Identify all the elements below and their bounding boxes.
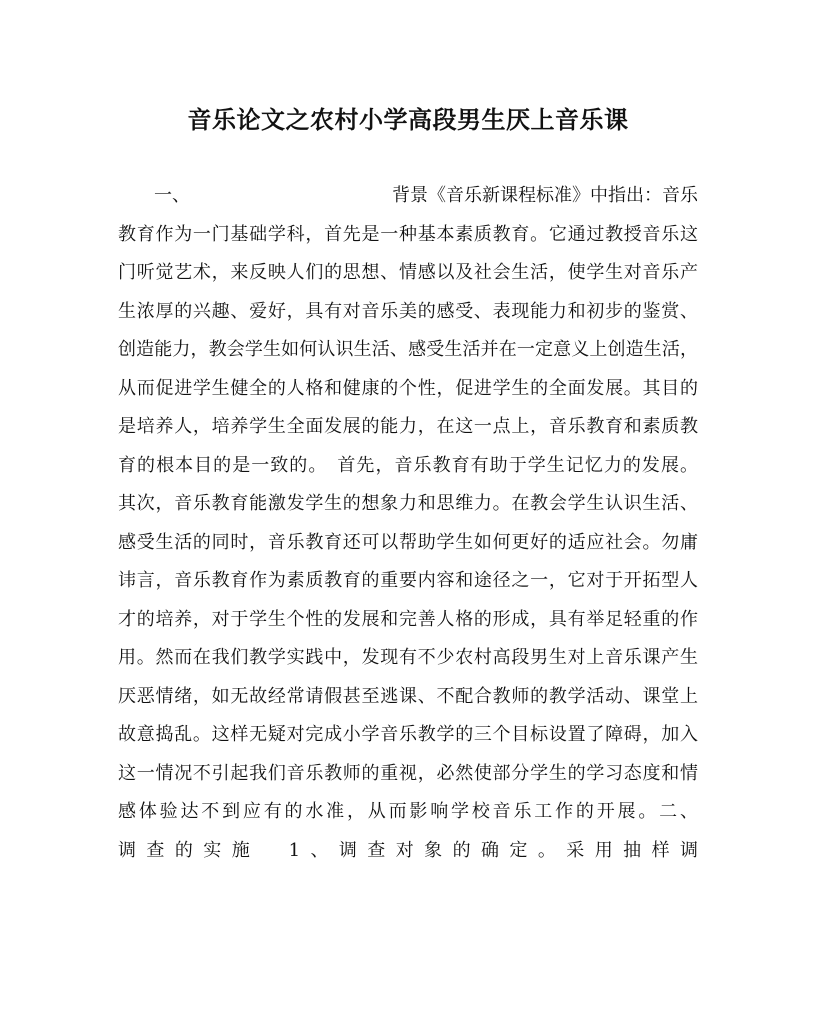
paragraph-line: [118, 181, 698, 220]
paragraph-line: 调查的实施 1、调查对象的确定。采用抽样调: [118, 839, 698, 861]
paragraph-line: 育的根本目的是一致的。 首先，音乐教育有助于学生记忆力的发展。: [118, 454, 698, 476]
paragraph-line: 用。然而在我们教学实践中，发现有不少农村高段男生对上音乐课产生: [118, 647, 698, 668]
paragraph-line: 从而促进学生健全的人格和健康的个性，促进学生的全面发展。其目的: [118, 377, 698, 399]
paragraph-line: [118, 874, 698, 913]
paragraph-line: 感受生活的同时，音乐教育还可以帮助学生如何更好的适应社会。勿庸: [118, 531, 698, 553]
document-title: 音乐论文之农村小学高段男生厌上音乐课: [187, 105, 629, 134]
paragraph-line: 厌恶情绪，如无故经常请假甚至逃课、不配合教师的教学活动、课堂上: [118, 685, 698, 707]
section-number: 一、: [154, 185, 190, 206]
paragraph-line: 是培养人，培养学生全面发展的能力，在这一点上，音乐教育和素质教: [118, 416, 698, 437]
paragraph-line: 这一情况不引起我们音乐教师的重视，必然使部分学生的学习态度和情: [118, 762, 698, 784]
paragraph-line: 才的培养，对于学生个性的发展和完善人格的形成，具有举足轻重的作: [118, 608, 698, 630]
section-heading-text: 背景《音乐新课程标准》中指出：音乐: [392, 185, 698, 206]
paragraph-line: 创造能力，教会学生如何认识生活、感受生活并在一定意义上创造生活，: [118, 339, 698, 360]
paragraph-line: 讳言，音乐教育作为素质教育的重要内容和途径之一，它对于开拓型人: [118, 570, 698, 591]
paragraph-line: 门听觉艺术，来反映人们的思想、情感以及社会生活，使学生对音乐产: [118, 262, 698, 283]
paragraph-line: 教育作为一门基础学科，首先是一种基本素质教育。它通过教授音乐这: [118, 223, 698, 245]
paragraph-line: 故意捣乱。这样无疑对完成小学音乐教学的三个目标设置了障碍，加入: [118, 724, 698, 745]
paragraph-line: 感体验达不到应有的水准，从而影响学校音乐工作的开展。二、: [118, 801, 698, 822]
document-body: [118, 181, 698, 913]
paragraph-line: 其次，音乐教育能激发学生的想象力和思维力。在教会学生认识生活、: [118, 493, 698, 514]
paragraph-line: 生浓厚的兴趣、爱好，具有对音乐美的感受、表现能力和初步的鉴赏、: [118, 300, 698, 322]
